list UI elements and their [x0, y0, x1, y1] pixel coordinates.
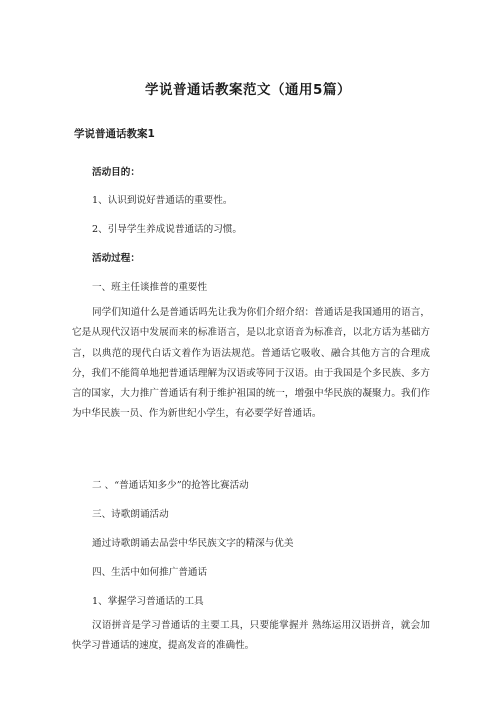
step-4-heading: 四、生活中如何推广普通话 — [92, 567, 208, 578]
document-title: 学说普通话教案范文（通用5篇） — [145, 82, 351, 98]
step-3-heading: 三、诗歌朗诵活动 — [92, 509, 169, 520]
process-heading: 活动过程： — [92, 253, 140, 264]
paragraph-2: 汉语拼音是学习普通话的主要工具，只要能掌握并 熟练运用汉语拼音，就会加快学习普通话的速度，提高发音的准确性。 — [72, 620, 430, 652]
paragraph-1: 同学们知道什么是普通话吗先让我为你们介绍介绍：普通话是我国通用的语言，它是从现代汉语中发展而来的标准语言，是以北京语音为标准音，以北方话为基础方言，以典范的现代白话文着作为语法规范。普通话它吸收、融合其他方言的合理成分，我们不能简单地把普通话理解为汉语或等同于汉语。由于我国是个多民族、多方言的国家，大力推广普通话有利于维护祖国的统一，增强中华民族的凝聚力。我们作为中华民族一员、作为新世纪小学生，有必要学好普通话。 — [72, 307, 430, 420]
step-3-description: 通过诗歌朗诵去品尝中华民族文字的精深与优美 — [92, 538, 294, 549]
goal-item-2: 2、引导学生养成说普通话的习惯。 — [92, 224, 243, 235]
step-1-heading: 一、班主任谈推普的重要性 — [92, 282, 208, 293]
step-4-item-1: 1、掌握学习普通话的工具 — [92, 596, 204, 607]
goal-item-1: 1、认识到说好普通话的重要性。 — [92, 195, 233, 206]
goal-heading: 活动目的： — [92, 167, 140, 178]
step-2-heading: 二 、“普通话知多少”的抢答比赛活动 — [92, 480, 249, 491]
section-heading: 学说普通话教案1 — [74, 128, 155, 140]
